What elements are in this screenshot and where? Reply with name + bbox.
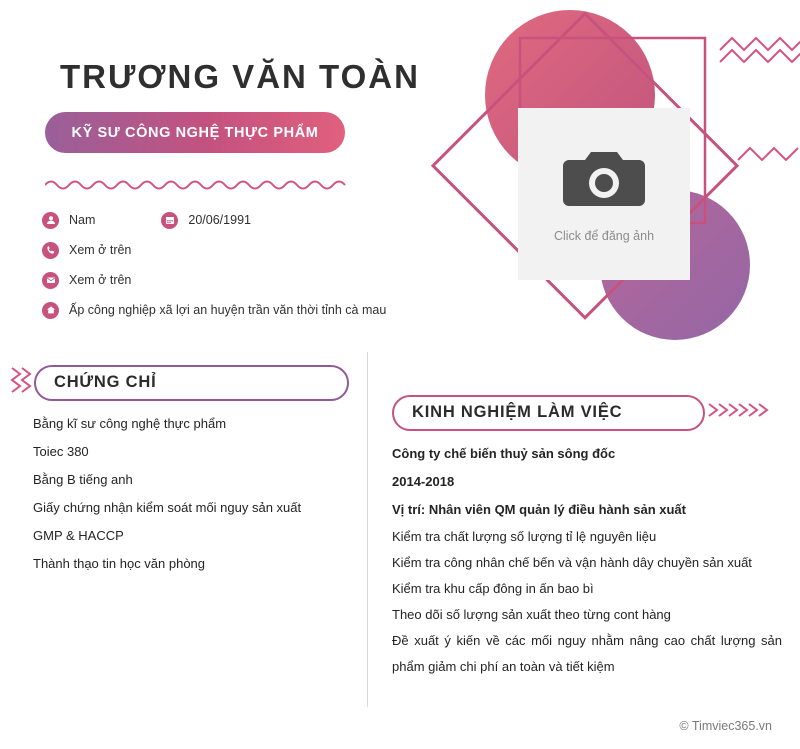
contact-birthday: 20/06/1991	[188, 213, 251, 227]
contact-birthday-group	[161, 212, 251, 229]
experience-title-pill	[392, 395, 705, 431]
contact-row-address	[42, 295, 442, 325]
list-item: Kiểm tra chất lượng số lượng tỉ lệ nguyên liệu	[392, 529, 657, 544]
phone-icon	[42, 242, 59, 259]
experience-list	[392, 440, 782, 680]
wave-divider	[45, 178, 350, 192]
camera-icon	[561, 146, 647, 217]
list-item: Kiểm tra công nhân chế bến và vận hành dây chuyền sản xuất	[392, 555, 752, 570]
list-item: Thành thạo tin học văn phòng	[33, 556, 206, 571]
contact-row-phone	[42, 235, 442, 265]
list-item: Toiec 380	[33, 444, 89, 459]
list-item: Giấy chứng nhận kiểm soát mối nguy sản xuất	[33, 500, 302, 515]
list-item: Đề xuất ý kiến về các mối nguy nhằm nâng cao chất lượng sản phẩm giảm chi phí an toàn và tiết kiệm	[392, 633, 782, 674]
contact-info	[42, 205, 442, 325]
calendar-icon	[161, 212, 178, 229]
certificates-title: CHỨNG CHỈ	[54, 373, 157, 391]
job-title-badge: KỸ SƯ CÔNG NGHỆ THỰC PHẨM	[45, 112, 345, 153]
photo-upload-label: Click để đăng ảnh	[553, 228, 655, 243]
experience-position: Vị trí: Nhân viên QM quản lý điều hành sản xuất	[392, 502, 686, 517]
list-item: GMP & HACCP	[33, 528, 124, 543]
home-icon	[42, 302, 59, 319]
experience-company: Công ty chế biến thuỷ sản sông đốc	[392, 446, 616, 461]
list-item: Kiểm tra khu cấp đông in ấn bao bì	[392, 581, 594, 596]
section-header-experience	[392, 392, 777, 433]
contact-row-gender-birthday	[42, 205, 442, 235]
column-divider	[367, 352, 368, 707]
certificates-title-pill	[34, 365, 349, 401]
contact-address: Ấp công nghiệp xã lợi an huyện trần văn thời tỉnh cà mau	[69, 303, 387, 317]
list-item: Bằng kĩ sư công nghệ thực phẩm	[33, 416, 227, 431]
zigzag-accent-left	[10, 362, 34, 403]
experience-title: KINH NGHIỆM LÀM VIỆC	[412, 403, 623, 421]
footer-credit: © Timviec365.vn	[679, 719, 772, 733]
contact-email: Xem ở trên	[69, 273, 132, 287]
zigzag-accent-right	[707, 392, 777, 433]
mail-icon	[42, 272, 59, 289]
contact-row-email	[42, 265, 442, 295]
user-icon	[42, 212, 59, 229]
section-header-certificates	[10, 362, 349, 403]
page-title: TRƯƠNG VĂN TOÀN	[60, 58, 420, 95]
photo-upload-placeholder[interactable]	[518, 108, 690, 280]
list-item: Bằng B tiếng anh	[33, 472, 133, 487]
contact-phone: Xem ở trên	[69, 243, 132, 257]
contact-gender: Nam	[69, 213, 96, 227]
certificates-list	[33, 410, 353, 578]
experience-period: 2014-2018	[392, 474, 455, 489]
list-item: Theo dõi số lượng sản xuất theo từng cont hàng	[392, 607, 671, 622]
